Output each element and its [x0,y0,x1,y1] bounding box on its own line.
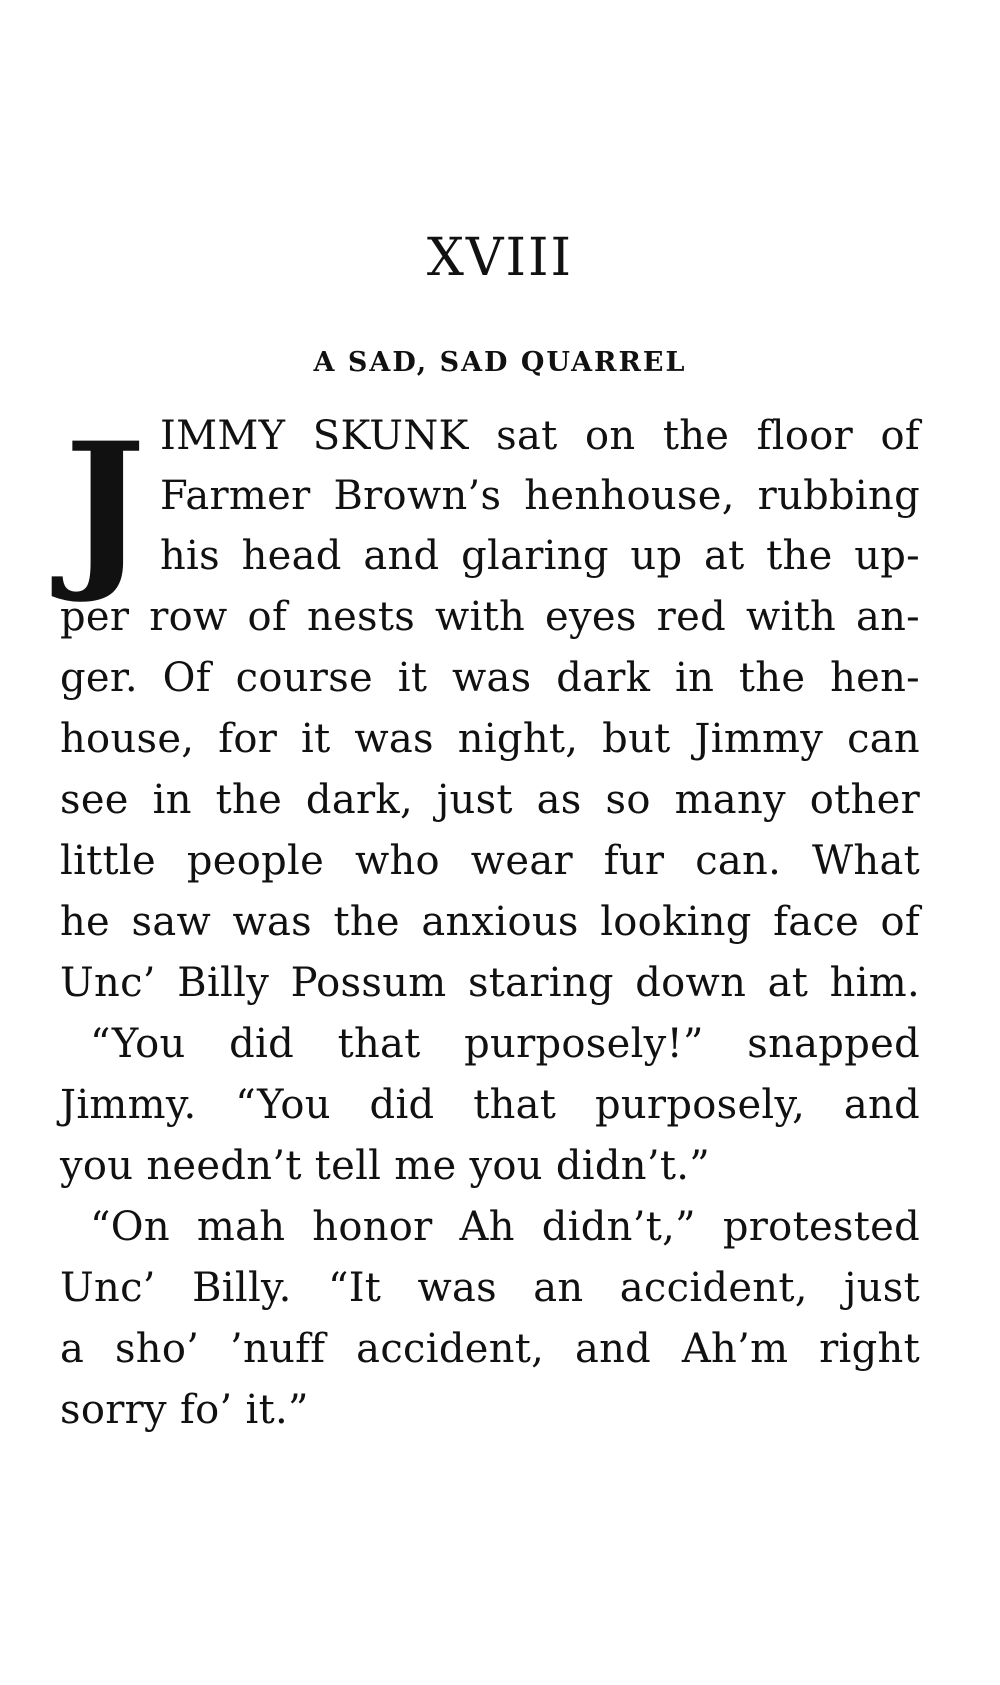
text-line: you needn’t tell me you didn’t.” [60,1143,710,1189]
chapter-number: XVIII [426,228,574,288]
text-line: he saw was the anxious looking face of [60,899,920,945]
text-line: Farmer Brown’s henhouse, rubbing [160,473,920,519]
text-line: Unc’ Billy Possum staring down at him. [60,960,920,1006]
text-line: ger. Of course it was dark in the hen- [60,655,920,701]
text-line: a sho’ ’nuff accident, and Ah’m right [60,1326,920,1372]
text-line: “You did that purposely!” snapped [90,1021,920,1067]
text-line: house, for it was night, but Jimmy can [60,716,920,762]
text-line: Jimmy. “You did that purposely, and [60,1082,920,1128]
text-line: sorry fo’ it.” [60,1387,309,1433]
chapter-title: A SAD, SAD QUARREL [313,347,687,378]
text-line: see in the dark, just as so many other [60,777,920,823]
text-line: IMMY SKUNK sat on the floor of [160,413,920,459]
text-line: “On mah honor Ah didn’t,” protested [90,1204,920,1250]
drop-cap: J [64,404,146,607]
text-line: his head and glaring up at the up- [160,533,920,579]
text-line: little people who wear fur can. What [60,838,920,884]
text-line: per row of nests with eyes red with an- [60,594,920,640]
text-line: Unc’ Billy. “It was an accident, just [60,1265,920,1311]
